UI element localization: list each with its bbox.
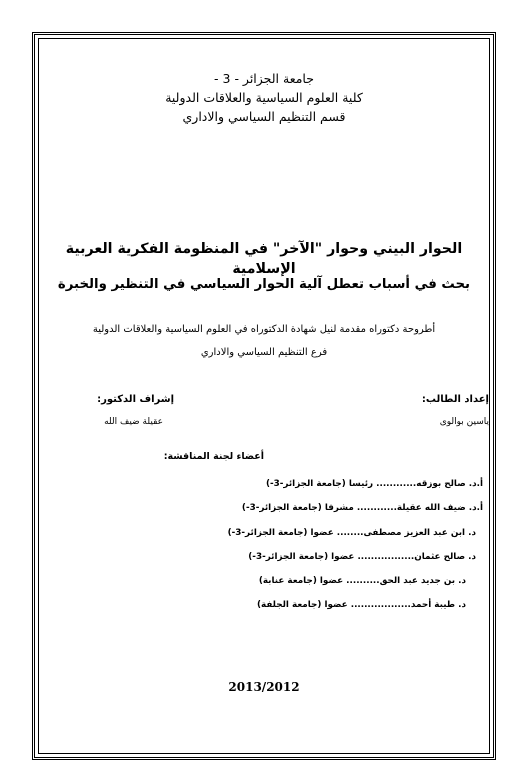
committee-member: د. صالح عثمان................. عضوا (جامعة الجزائر-3-) xyxy=(248,552,476,562)
student-label: إعداد الطالب: xyxy=(421,394,489,405)
committee-member: أ.د. صالح بوزقه............ رئيسا (جامعة الجزائر-3-) xyxy=(265,479,483,489)
page-border xyxy=(38,38,490,754)
committee-title: أعضاء لجنة المناقشة: xyxy=(163,451,264,462)
committee-member: د. طيبة أحمد.................. عضوا (جامعة الجلفة) xyxy=(256,600,466,610)
university-name: جامعة الجزائر - 3 - xyxy=(214,71,314,86)
student-name: ياسين بوالوى xyxy=(439,417,489,427)
committee-member: أ.د. ضيف الله عقيلة............ مشرفا (جامعة الجزائر-3-) xyxy=(241,503,483,513)
supervisor-name: عقيلة ضيف الله xyxy=(104,417,163,427)
thesis-subtitle: بحث في أسباب تعطل آلية الحوار السياسي في التنظير والخبرة xyxy=(57,277,471,292)
branch-name: فرع التنظيم السياسي والاداري xyxy=(200,347,328,358)
university-header xyxy=(39,69,489,126)
supervisor-label: إشراف الدكتور: xyxy=(97,394,174,405)
department-name: قسم التنظيم السياسي والاداري xyxy=(182,109,346,124)
thesis-note: أطروحة دكتوراه مقدمة لنيل شهادة الدكتوراه في العلوم السياسية والعلاقات الدولية xyxy=(92,324,436,335)
committee-member: د. ابن عبد العزيز مصطفى........ عضوا (جامعة الجزائر-3-) xyxy=(227,528,476,538)
faculty-name: كلية العلوم السياسية والعلاقات الدولية xyxy=(165,90,363,105)
academic-year: 2013/2012 xyxy=(228,680,300,694)
committee-member: د. بن جديد عبد الحق.......... عضوا (جامعة عنابة) xyxy=(258,576,466,586)
thesis-title: الحوار البيني وحوار "الآخر" في المنظومة الفكرية العربية الإسلامية xyxy=(65,241,463,277)
